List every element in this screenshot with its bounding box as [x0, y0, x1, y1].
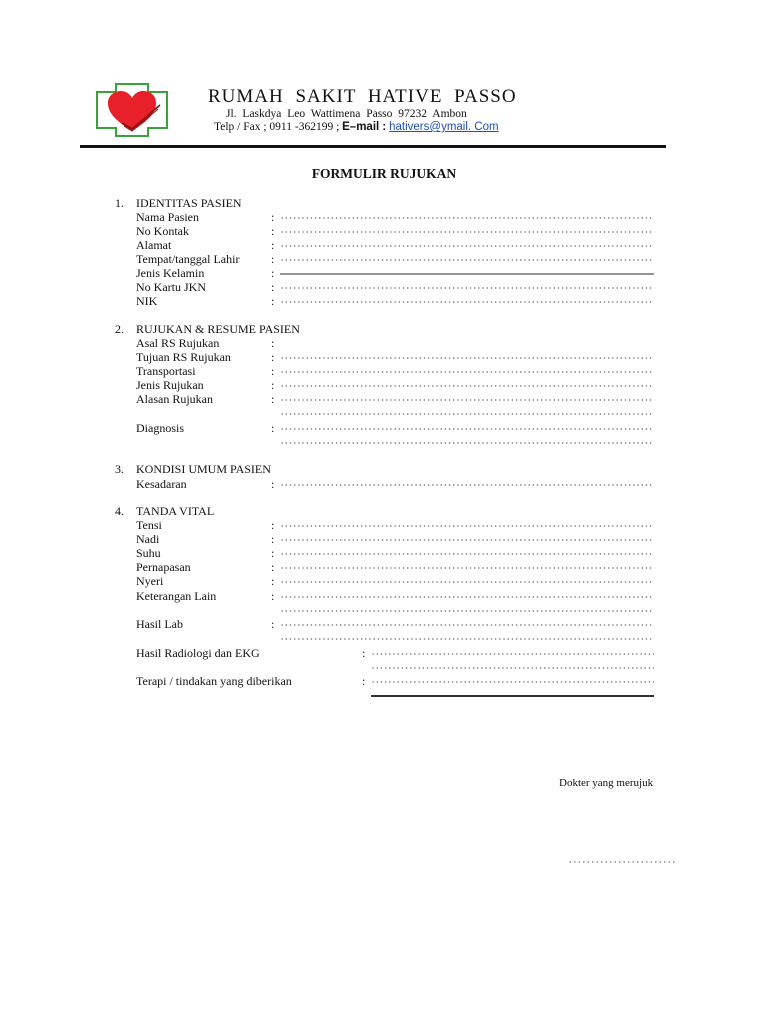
input-line-terapi-tindakan-2[interactable]: [371, 689, 654, 698]
input-line-suhu[interactable]: [280, 547, 654, 556]
colon: :: [271, 532, 275, 546]
input-line-nadi[interactable]: [280, 533, 654, 542]
field-label-keterangan-lain: Keterangan Lain: [136, 589, 217, 603]
hospital-contact: [214, 121, 499, 133]
email-label: E–mail :: [342, 121, 387, 133]
colon: :: [271, 238, 275, 252]
section-identitas-pasien: 1. IDENTITAS PASIEN: [115, 196, 242, 210]
input-line-hasil-radiologi-ekg[interactable]: [371, 647, 654, 656]
email-link[interactable]: hativers@ymail. Com: [389, 121, 499, 133]
section-tanda-vital: 4. TANDA VITAL: [115, 504, 215, 518]
colon: :: [271, 280, 275, 294]
input-line-tensi[interactable]: [280, 519, 654, 528]
input-line-kesadaran[interactable]: [280, 478, 654, 487]
input-line-tujuan-rs-rujukan[interactable]: [280, 351, 654, 360]
input-line-diagnosis-2[interactable]: [280, 436, 654, 445]
field-label-transportasi: Transportasi: [136, 364, 196, 378]
field-label-terapi-tindakan: Terapi / tindakan yang diberikan: [136, 674, 292, 688]
input-line-alasan-rujukan-2[interactable]: [280, 407, 654, 416]
hospital-address: Jl. Laskdya Leo Wattimena Passo 97232 Ambon: [226, 108, 467, 120]
colon: :: [271, 224, 275, 238]
field-label-nama-pasien: Nama Pasien: [136, 210, 199, 224]
input-line-alasan-rujukan[interactable]: [280, 393, 654, 402]
input-line-hasil-lab-2[interactable]: [280, 632, 654, 641]
signature-line[interactable]: [568, 856, 676, 864]
colon: :: [271, 378, 275, 392]
field-label-no-kontak: No Kontak: [136, 224, 189, 238]
colon: :: [271, 392, 275, 406]
input-line-hasil-radiologi-ekg-2[interactable]: [371, 661, 654, 670]
field-label-tensi: Tensi: [136, 518, 162, 532]
colon: :: [271, 589, 275, 603]
colon: :: [271, 518, 275, 532]
input-line-no-kartu-jkn[interactable]: [280, 281, 654, 290]
field-label-nik: NIK: [136, 294, 158, 308]
signature-label: Dokter yang merujuk: [559, 777, 654, 789]
colon: :: [362, 646, 366, 660]
input-line-transportasi[interactable]: [280, 365, 654, 374]
field-label-no-kartu-jkn: No Kartu JKN: [136, 280, 206, 294]
section-kondisi-umum: 3. KONDISI UMUM PASIEN: [115, 462, 271, 476]
input-line-keterangan-lain[interactable]: [280, 590, 654, 599]
input-line-terapi-tindakan[interactable]: [371, 675, 654, 684]
input-line-nyeri[interactable]: [280, 575, 654, 584]
field-label-suhu: Suhu: [136, 546, 161, 560]
colon: :: [271, 210, 275, 224]
field-label-diagnosis: Diagnosis: [136, 421, 184, 435]
hospital-name: RUMAH SAKIT HATIVE PASSO: [208, 86, 517, 107]
field-label-pernapasan: Pernapasan: [136, 560, 191, 574]
colon: :: [271, 350, 275, 364]
input-line-diagnosis[interactable]: [280, 422, 654, 431]
input-line-keterangan-lain-2[interactable]: [280, 604, 654, 613]
field-label-hasil-radiologi-ekg: Hasil Radiologi dan EKG: [136, 646, 260, 660]
field-label-nyeri: Nyeri: [136, 574, 164, 588]
colon: :: [362, 674, 366, 688]
colon: :: [271, 617, 275, 631]
input-line-hasil-lab[interactable]: [280, 618, 654, 627]
field-label-kesadaran: Kesadaran: [136, 477, 187, 491]
hospital-logo-icon: [96, 83, 168, 137]
colon: :: [271, 364, 275, 378]
colon: :: [271, 266, 275, 280]
field-label-nadi: Nadi: [136, 532, 160, 546]
field-label-jenis-rujukan: Jenis Rujukan: [136, 378, 204, 392]
field-label-tempat-tanggal-lahir: Tempat/tanggal Lahir: [136, 252, 240, 266]
field-label-tujuan-rs-rujukan: Tujuan RS Rujukan: [136, 350, 231, 364]
form-title: FORMULIR RUJUKAN: [311, 166, 457, 181]
input-line-nik[interactable]: [280, 295, 654, 304]
input-line-no-kontak[interactable]: [280, 225, 654, 234]
input-line-jenis-kelamin[interactable]: [280, 267, 654, 276]
field-label-jenis-kelamin: Jenis Kelamin: [136, 266, 205, 280]
colon: :: [271, 294, 275, 308]
field-label-alamat: Alamat: [136, 238, 172, 252]
phone-label: Telp / Fax ; 0911 -362199 ;: [214, 121, 340, 133]
colon: :: [271, 560, 275, 574]
input-line-nama-pasien[interactable]: [280, 211, 654, 220]
input-line-tempat-tanggal-lahir[interactable]: [280, 253, 654, 262]
colon: :: [271, 574, 275, 588]
colon: :: [271, 546, 275, 560]
colon: :: [271, 421, 275, 435]
header-divider: [80, 145, 666, 148]
section-rujukan-resume: 2. RUJUKAN & RESUME PASIEN: [115, 322, 300, 336]
colon: :: [271, 477, 275, 491]
field-label-asal-rs-rujukan: Asal RS Rujukan: [136, 336, 220, 350]
field-label-hasil-lab: Hasil Lab: [136, 617, 183, 631]
colon: :: [271, 252, 275, 266]
input-line-jenis-rujukan[interactable]: [280, 379, 654, 388]
field-label-alasan-rujukan: Alasan Rujukan: [136, 392, 213, 406]
input-line-alamat[interactable]: [280, 239, 654, 248]
input-line-pernapasan[interactable]: [280, 561, 654, 570]
colon: :: [271, 336, 275, 350]
